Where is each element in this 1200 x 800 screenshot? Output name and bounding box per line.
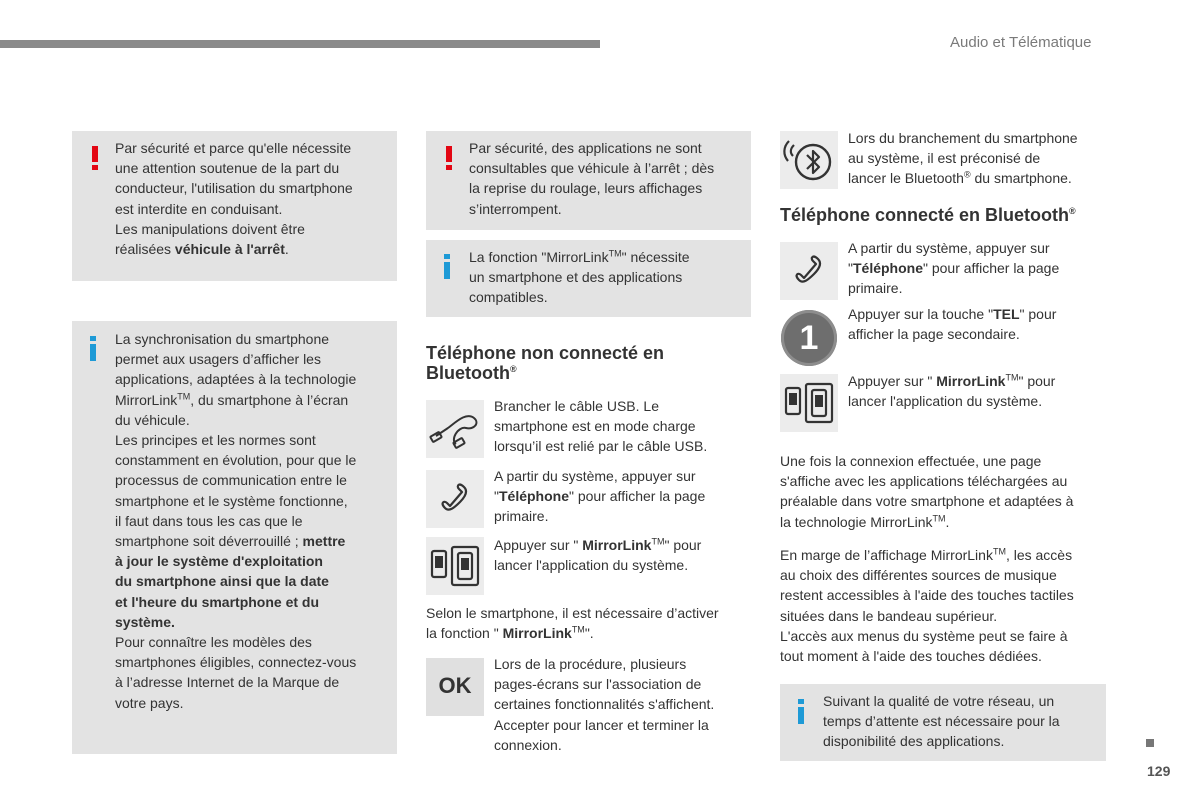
- info-note-text: La fonction "MirrorLink™" nécessite un smartphone et des applications compatibles.: [469, 248, 690, 306]
- exclamation-icon: [92, 146, 98, 170]
- mirrorlink-icon[interactable]: [780, 374, 838, 432]
- section-heading-not-connected: Téléphone non connecté en Bluetooth®: [426, 343, 665, 383]
- info-note-synchronisation: [72, 321, 397, 754]
- bluetooth-intro-text: Lors du branchement du smartphone au système, il est préconisé de lancer le Bluetooth® du smartphone.: [848, 130, 1078, 187]
- phone-handset-icon[interactable]: [780, 242, 838, 300]
- mirrorlink-icon[interactable]: [426, 537, 484, 595]
- step-phone-text: A partir du système, appuyer sur "Téléphone" pour afficher la page primaire.: [494, 468, 706, 525]
- ok-button-icon[interactable]: OK: [426, 658, 484, 716]
- info-note-text: Suivant la qualité de votre réseau, un temps d’attente est nécessaire pour la disponibilité des applications.: [823, 693, 1060, 750]
- section-end-marker: [1146, 739, 1154, 747]
- connection-paragraph: Une fois la connexion effectuée, une page s'affiche avec les applications téléchargées au préalable dans votre smartphone et adaptées à la technologie MirrorLink™.: [780, 453, 1074, 530]
- warning-note-text: Par sécurité et parce qu'elle nécessite une attention soutenue de la part du conducteur, l'utilisation du smartphone est interdite en conduisant. Les manipulations doivent être réalisées véhicule à l'arrêt.: [115, 140, 353, 258]
- bluetooth-icon: [780, 131, 838, 189]
- exclamation-icon: [446, 146, 452, 170]
- step-number-badge: 1: [781, 310, 837, 366]
- info-note-text: La synchronisation du smartphone permet aux usagers d’afficher les applications, adaptées à la technologie MirrorLink™, du smartphone à l’écran du véhicule. Les principes et les normes sont constamment en évolution, pour que le processus de communication entre le smartphone et le système fonctionne, il faut dans tous les cas que le smartphone soit déverrouillé ; mettre à jour le système d'exploitation du smartphone ainsi que la date et l'heure du smartphone et du système. Pour connaître les modèles des smartphones éligibles, connectez-vous à l’adresse Internet de la Marque de votre pays.: [115, 331, 357, 711]
- page-header-title: Audio et Télématique: [950, 34, 1092, 51]
- info-note-mirrorlink: [426, 240, 751, 317]
- connected-step-phone-text: A partir du système, appuyer sur "Téléphone" pour afficher la page primaire.: [848, 240, 1060, 297]
- phone-handset-icon[interactable]: [426, 470, 484, 528]
- warning-note-apps: [426, 131, 751, 230]
- step-usb-text: Brancher le câble USB. Le smartphone est en mode charge lorsqu’il est relié par le câble USB.: [494, 398, 708, 455]
- tel-step-text: Appuyer sur la touche "TEL" pour afficher la page secondaire.: [848, 306, 1057, 343]
- section-heading-connected: Téléphone connecté en Bluetooth®: [780, 205, 1076, 225]
- selon-paragraph: Selon le smartphone, il est nécessaire d’activer la fonction " MirrorLink™".: [426, 605, 719, 642]
- info-note-network: [780, 684, 1106, 761]
- warning-note-text: Par sécurité, des applications ne sont consultables que véhicule à l’arrêt ; dès la reprise du roulage, leurs affichages s’interrompent.: [469, 140, 715, 217]
- header-rule: [0, 40, 600, 48]
- info-icon: [90, 336, 96, 361]
- step-ok-text: Lors de la procédure, plusieurs pages-écrans sur l'association de certaines fonctionnalités s'affichent. Accepter pour lancer et terminer la connexion.: [494, 656, 715, 753]
- step-mirrorlink-text: Appuyer sur " MirrorLink™" pour lancer l'application du système.: [494, 536, 702, 574]
- warning-note-driving: [72, 131, 397, 281]
- connected-step-mirrorlink-text: Appuyer sur " MirrorLink™" pour lancer l'application du système.: [848, 372, 1056, 410]
- info-icon: [444, 254, 450, 279]
- page-number: 129: [1147, 763, 1171, 779]
- info-icon: [798, 699, 804, 724]
- music-sources-paragraph: En marge de l’affichage MirrorLink™, les accès au choix des différentes sources de musique restent accessibles à l'aide des touches tactiles situées dans le bandeau supérieur. L'accès aux menus du système peut se faire à tout moment à l'aide des touches dédiées.: [780, 546, 1074, 665]
- usb-cable-icon: [426, 400, 484, 458]
